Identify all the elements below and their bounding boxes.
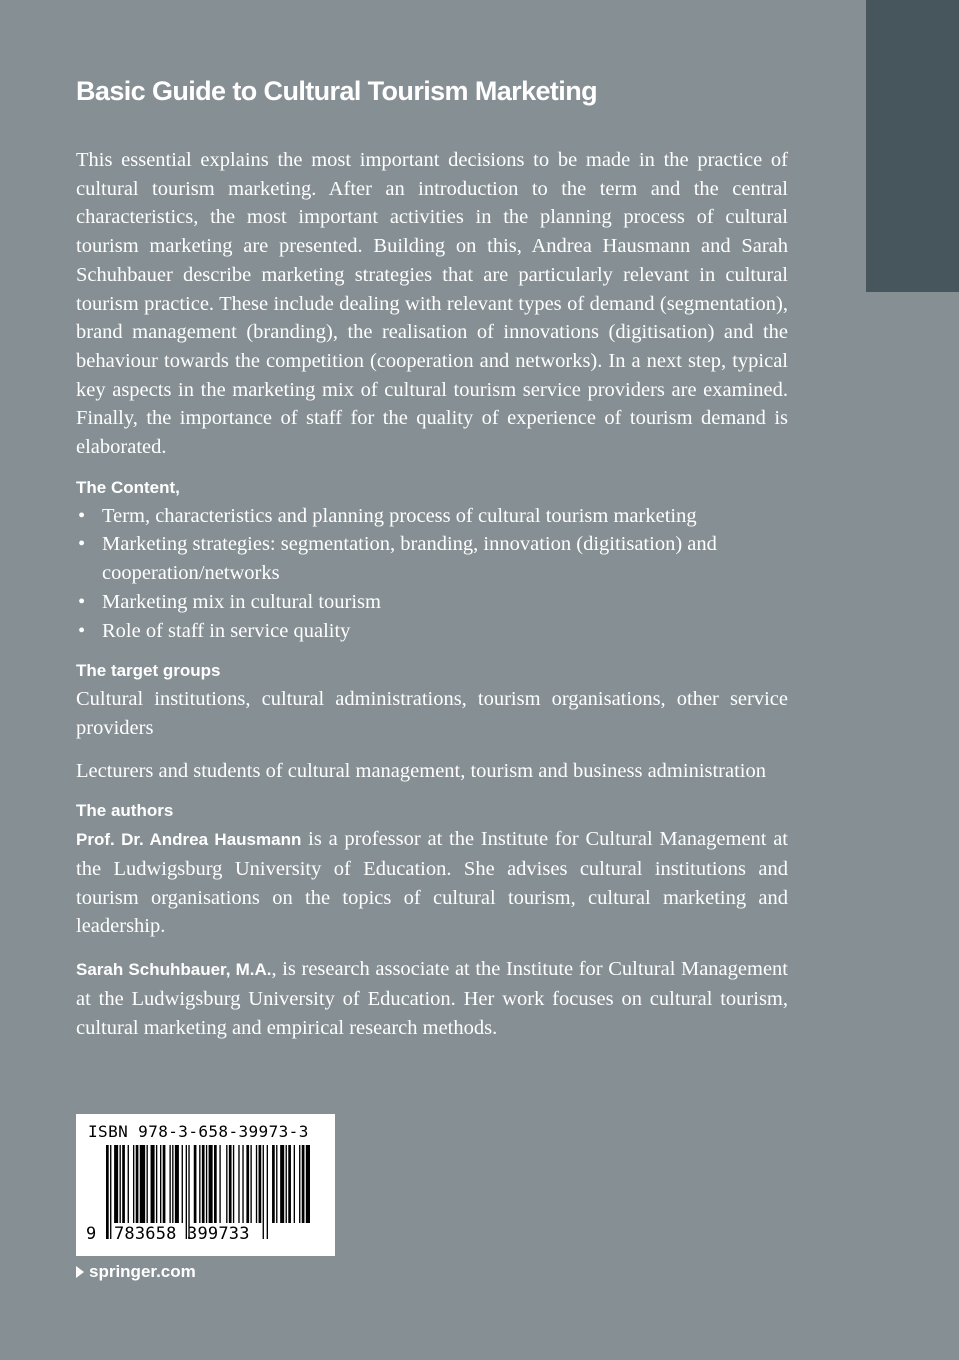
barcode-bar — [226, 1145, 227, 1223]
barcode-bar — [114, 1145, 118, 1223]
bullet-icon: • — [78, 590, 86, 613]
list-item: • Role of staff in service quality — [76, 617, 788, 646]
content-section — [76, 474, 788, 646]
barcode-bar — [288, 1145, 291, 1223]
target-groups-text: Lecturers and students of cultural management, tourism and business administration — [76, 759, 767, 782]
content-list — [76, 502, 788, 646]
authors-section — [76, 797, 788, 1042]
barcode-bar — [280, 1145, 284, 1223]
barcode-bar — [136, 1145, 139, 1223]
list-item: • Term, characteristics and planning process of cultural tourism marketing — [76, 502, 788, 531]
barcode-bar — [246, 1145, 249, 1223]
book-description: This essential explains the most important decisions to be made in the practice of cultural tourism marketing. After an introduction to the term and the central characteristics, the most important activities in the planning process of cultural tourism marketing are presented. Building on this, Andrea Hausmann and Sarah Schuhbauer describe marketing strategies that are particularly relevant in cultural tourism practice. These include dealing with relevant types of demand (segmentation), brand management (branding), the realisation of innovations (digitisation) and the behaviour towards the competition (cooperation and networks). In a next step, typical key aspects in the marketing mix of cultural tourism service providers are examined. Finally, the importance of staff for the quality of experience of tourism demand is elaborated. — [76, 149, 788, 459]
barcode-bar — [276, 1145, 277, 1223]
back-cover-content — [76, 72, 788, 1042]
barcode-bar — [199, 1145, 200, 1223]
barcode-bar — [294, 1145, 295, 1223]
barcode-bar — [169, 1145, 170, 1223]
list-item: • Marketing mix in cultural tourism — [76, 588, 788, 617]
barcode-bar — [151, 1145, 155, 1223]
barcode-bar — [182, 1145, 183, 1223]
barcode-bar — [175, 1145, 179, 1223]
barcode-bar — [156, 1145, 157, 1223]
barcode-bar — [219, 1145, 220, 1223]
barcode-bar — [242, 1145, 243, 1223]
barcode-bar — [214, 1145, 217, 1223]
ean-digits: 783658 399733 — [114, 1224, 250, 1244]
barcode-bar — [267, 1145, 268, 1239]
barcode-bar — [272, 1145, 275, 1223]
book-title: Basic Guide to Cultural Tourism Marketing — [76, 76, 597, 106]
barcode-bar — [110, 1145, 111, 1239]
barcode-bar — [202, 1145, 205, 1223]
barcode-bar — [206, 1145, 207, 1223]
author-name: Sarah Schuhbauer, M.A. — [76, 960, 272, 980]
barcode-bar — [286, 1145, 287, 1223]
barcode-bar — [259, 1145, 262, 1223]
barcode-bar — [122, 1145, 125, 1223]
barcode-bar — [160, 1145, 161, 1223]
barcode-bar — [163, 1145, 166, 1223]
barcode-bar — [299, 1145, 300, 1223]
barcode-bar — [140, 1145, 145, 1223]
isbn-barcode — [76, 1114, 335, 1256]
barcode-bar — [306, 1145, 310, 1223]
target-groups-heading: The target groups — [76, 661, 221, 681]
barcode-bar — [128, 1145, 129, 1223]
barcode-bar — [302, 1145, 305, 1223]
barcode-bar — [238, 1145, 239, 1223]
barcode-bar — [106, 1145, 109, 1239]
barcode-bar — [209, 1145, 213, 1223]
barcode-bar — [194, 1145, 197, 1223]
barcode-bar — [256, 1145, 257, 1223]
ean-first-digit: 9 — [86, 1224, 97, 1244]
authors-heading: The authors — [76, 801, 174, 821]
barcode-bar — [263, 1145, 264, 1239]
barcode-bar — [172, 1145, 173, 1223]
barcode-bar — [250, 1145, 251, 1223]
publisher-link[interactable]: springer.com — [76, 1262, 196, 1282]
barcode-bar — [233, 1145, 234, 1223]
bullet-icon: • — [78, 504, 86, 527]
content-heading: The Content, — [76, 477, 180, 497]
barcode-bar — [147, 1145, 148, 1223]
isbn-number: ISBN 978-3-658-39973-3 — [88, 1122, 309, 1141]
barcode-bar — [229, 1145, 232, 1223]
cover-corner-block — [866, 0, 959, 292]
target-groups-section — [76, 657, 788, 785]
list-item: • Marketing strategies: segmentation, branding, innovation (digitisation) and cooperation/networks — [76, 530, 788, 587]
author-bio: Prof. Dr. Andrea Hausmann is a professor at the Institute for Cultural Management at the Ludwigsburg University of Education. She advises cultural institutions and tourism organisations on the topics of cultural tourism, cultural marketing and leadership. — [76, 828, 789, 938]
author-bio: Sarah Schuhbauer, M.A., is research associate at the Institute for Cultural Management at the Ludwigsburg University of Education. Her work focuses on cultural tourism, cultural marketing and empirical research methods. — [76, 958, 788, 1039]
bullet-icon: • — [78, 619, 86, 642]
target-groups-text: Cultural institutions, cultural administrations, tourism organisations, other service providers — [76, 688, 788, 739]
barcode-bar — [120, 1145, 121, 1223]
bullet-icon: • — [78, 533, 86, 556]
arrow-right-icon — [76, 1266, 84, 1278]
barcode-bar — [133, 1145, 134, 1223]
author-name: Prof. Dr. Andrea Hausmann — [76, 830, 302, 850]
